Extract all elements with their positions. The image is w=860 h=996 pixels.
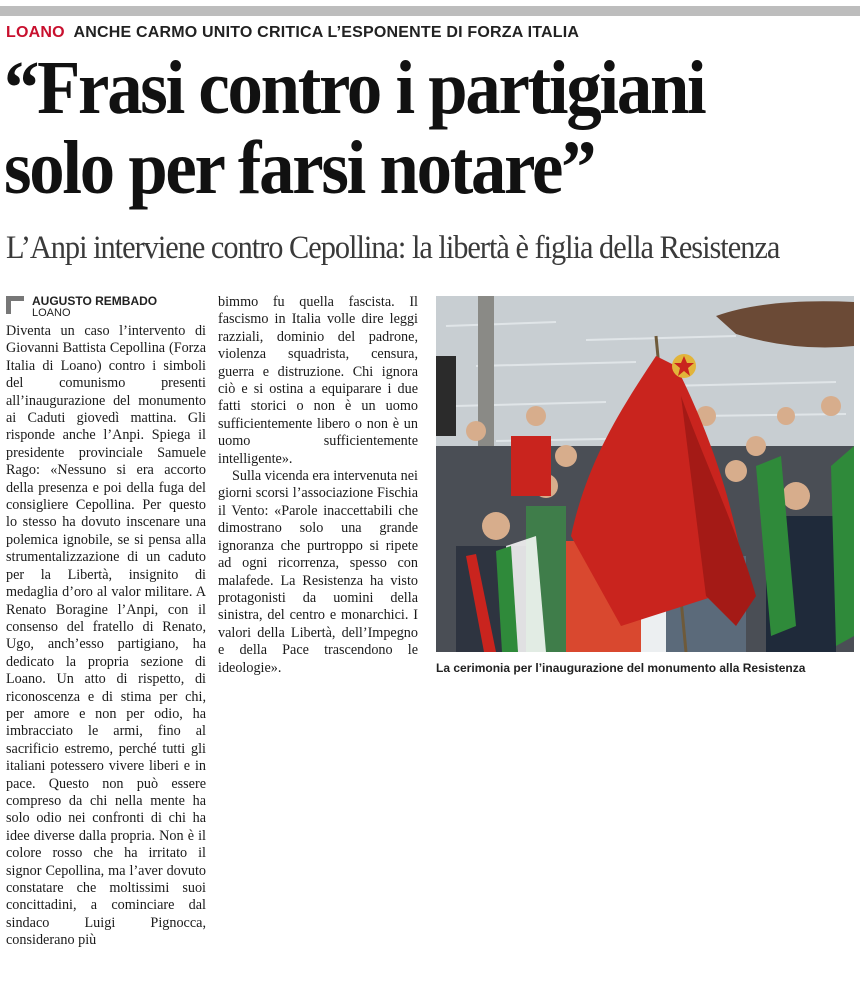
article-column-2 xyxy=(218,294,418,691)
byline-dateline: LOANO xyxy=(32,307,71,319)
headline-line-2: solo per farsi notare” xyxy=(4,126,595,210)
column-2-paragraph-2: Sulla vicenda era intervenuta nei giorni scorsi l’associazione Fischia il Vento: «Parole inaccettabili che dimostrano solo una grande ignoranza che purtroppo si ripete ad ogni ricorrenza, spesso con malafede. La Resistenza ha visto protagonisti da uomini della sinistra, del centro e monarchici. I valori della Libertà, dell’Impegno e della Pace trascendono le ideologie». xyxy=(218,468,418,676)
section-kicker xyxy=(6,24,579,42)
headline-line-1: “Frasi contro i partigiani xyxy=(4,46,705,130)
headline xyxy=(4,48,704,208)
ceremony-photo xyxy=(436,296,854,652)
kicker-location: LOANO xyxy=(6,24,65,41)
top-rule xyxy=(0,6,860,16)
photo-caption: La cerimonia per l’inaugurazione del monumento alla Resistenza xyxy=(436,661,806,675)
byline-corner-icon xyxy=(6,296,24,314)
subheadline: L’Anpi interviene contro Cepollina: la libertà è figlia della Resistenza xyxy=(6,230,780,266)
kicker-subtitle: ANCHE CARMO UNITO CRITICA L’ESPONENTE DI FORZA ITALIA xyxy=(73,24,580,41)
column-2-paragraph-1: bimmo fu quella fascista. Il fascismo in Italia volle dire leggi razziali, dominio del padrone, violenza squadrista, censura, guerra e distruzione. Chi ignora ciò e si ostina a equiparare i due fatti storici o non è un uomo sufficientemente libero o non è un uomo sufficientemente intelligente». xyxy=(218,294,418,467)
byline-author: AUGUSTO REMBADO xyxy=(32,294,158,308)
article-column-1: Diventa un caso l’intervento di Giovanni Battista Cepollina (Forza Italia di Loano) contro i simboli del comunismo presenti all’inaugurazione del monumento ai Caduti giovedì mattina. Gli risponde anche l’Anpi. Spiega il presidente provinciale Samuele Rago: «Nessuno si era accorto della presenza e poi della fuga del consigliere Cepollina. Per questo lo stesso ha dovuto inscenare una polemica ignobile, se si pensa alla strumentalizzazione di un caduto per la Libertà, insignito di medaglia d’oro al valor militare. A Renato Boragine l’Anpi, con il consenso del fratello di Renato, Ugo, anch’esso partigiano, ha dedicato la propria sezione di Loano. Un atto di rispetto, di riconoscenza e di stima per chi, per amore e non per odio, ha imbracciato le armi, fino al sacrificio estremo, perché tutti gli italiani potessero vivere liberi e in pace. Questo non può essere compreso da chi nella mente ha solo odio nei confronti di chi ha idee diverse dalla propria. Non è il colore rosso che ha irritato il signor Cepollina, ma l’aver dovuto constatare che moltissimi suoi concittadini, a cominciare dal sindaco Luigi Pignocca, considerano più xyxy=(6,323,206,949)
ceremony-photo-illustration xyxy=(436,296,854,652)
